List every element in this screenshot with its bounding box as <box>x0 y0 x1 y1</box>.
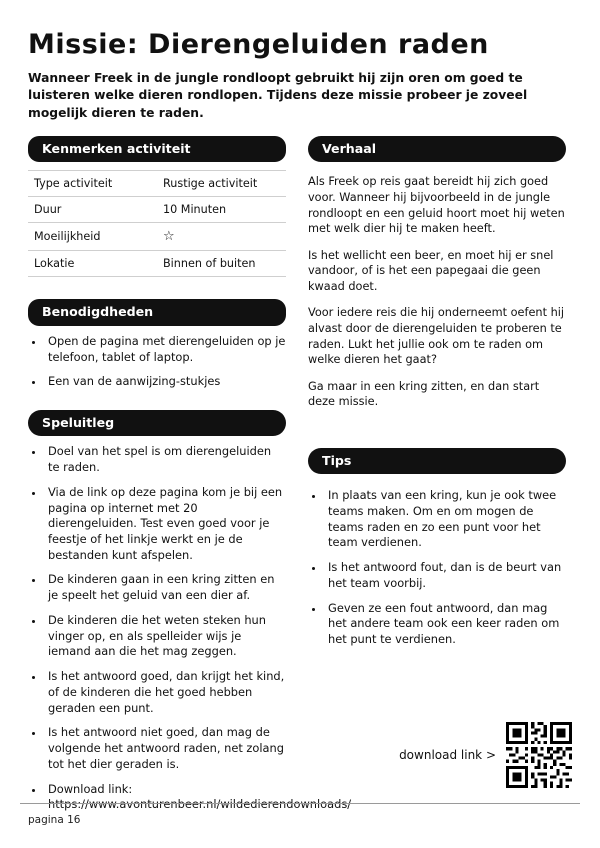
verhaal-body <box>308 174 566 410</box>
attr-value: 10 Minuten <box>157 197 286 223</box>
table-row <box>28 251 286 277</box>
benodigdheden-heading: Benodigdheden <box>28 299 286 325</box>
section-kenmerken <box>28 136 286 277</box>
paragraph: Is het wellicht een beer, en moet hij er snel vandoor, of is het een papegaai die geen kwaad doet. <box>308 248 554 293</box>
verhaal-heading: Verhaal <box>308 136 566 162</box>
list-item: • Via de link op deze pagina kom je bij een pagina op internet met 20 dierengeluiden. Test even goed voor je feestje of het linkje werkt en je de bestanden kunt afspelen. <box>45 485 286 564</box>
table-row <box>28 197 286 223</box>
tips-heading: Tips <box>308 448 566 474</box>
list-item: • Is het antwoord goed, dan krijgt het kind, of de kinderen die het goed hebben geraden een punt. <box>45 669 286 716</box>
qr-code-svg <box>506 722 572 788</box>
list-item: • De kinderen die het weten steken hun vinger op, en als spelleider wijs je iemand aan die het mag zeggen. <box>45 613 286 660</box>
list-item: • Doel van het spel is om dierengeluiden te raden. <box>45 444 286 475</box>
list-item: • Geven ze een fout antwoord, dan mag het andere team ook een keer raden om het punt te verdienen. <box>325 601 566 648</box>
difficulty-stars: ☆ <box>157 223 286 251</box>
section-tips <box>308 448 566 648</box>
attr-key: Type activiteit <box>28 171 157 197</box>
attr-value: Rustige activiteit <box>157 171 286 197</box>
attr-key: Moeilijkheid <box>28 223 157 251</box>
paragraph: Als Freek op reis gaat bereidt hij zich goed voor. Wanneer hij bijvoorbeeld in de jungle rondloopt en een geluid hoort moet hij weten met welk dier hij te maken heeft. <box>308 175 565 236</box>
qr-label: download link > <box>399 748 496 762</box>
download-qr-area[interactable] <box>399 722 572 788</box>
list-item: • In plaats van een kring, kun je ook twee teams maken. Om en om mogen de teams raden en zo een punt voor het team verdienen. <box>325 488 566 551</box>
attr-key: Duur <box>28 197 157 223</box>
qr-code-icon[interactable] <box>506 722 572 788</box>
tips-list <box>308 488 566 648</box>
page-number: pagina 16 <box>28 814 81 826</box>
kenmerken-heading: Kenmerken activiteit <box>28 136 286 162</box>
speluitleg-heading: Speluitleg <box>28 410 286 436</box>
paragraph: Voor iedere reis die hij onderneemt oefent hij alvast door de dierengeluiden te proberen te raden. Lukt het jullie ook om te raden om welke dieren het gaat? <box>308 306 565 367</box>
title-prefix: Missie: <box>28 29 139 60</box>
list-item: • Een van de aanwijzing-stukjes <box>45 374 286 390</box>
intro-text: Wanneer Freek in de jungle rondloopt gebruikt hij zijn oren om goed te luisteren welke dieren rondlopen. Tijdens deze missie probeer je zoveel mogelijk dieren te raden. <box>28 70 528 120</box>
list-item: • Open de pagina met dierengeluiden op je telefoon, tablet of laptop. <box>45 334 286 365</box>
attr-value: Binnen of buiten <box>157 251 286 277</box>
list-item-download-link[interactable]: • Download link: https://www.avonturenbeer.nl/wildedierendownloads/ <box>45 782 286 813</box>
list-item: • De kinderen gaan in een kring zitten en je speelt het geluid van een dier af. <box>45 572 286 603</box>
table-row <box>28 171 286 197</box>
footer-divider <box>20 803 580 804</box>
benodigdheden-list <box>28 334 286 390</box>
table-row <box>28 223 286 251</box>
attr-key: Lokatie <box>28 251 157 277</box>
section-benodigdheden <box>28 299 286 390</box>
list-item: • Is het antwoord fout, dan is de beurt van het team voorbij. <box>325 560 566 591</box>
title-main: Dierengeluiden raden <box>148 29 489 60</box>
page-title <box>28 30 572 60</box>
list-item: • Is het antwoord niet goed, dan mag de volgende het antwoord raden, net zolang tot het dier geraden is. <box>45 725 286 772</box>
paragraph: Ga maar in een kring zitten, en dan start deze missie. <box>308 379 540 409</box>
section-verhaal <box>308 136 566 410</box>
kenmerken-table <box>28 170 286 277</box>
